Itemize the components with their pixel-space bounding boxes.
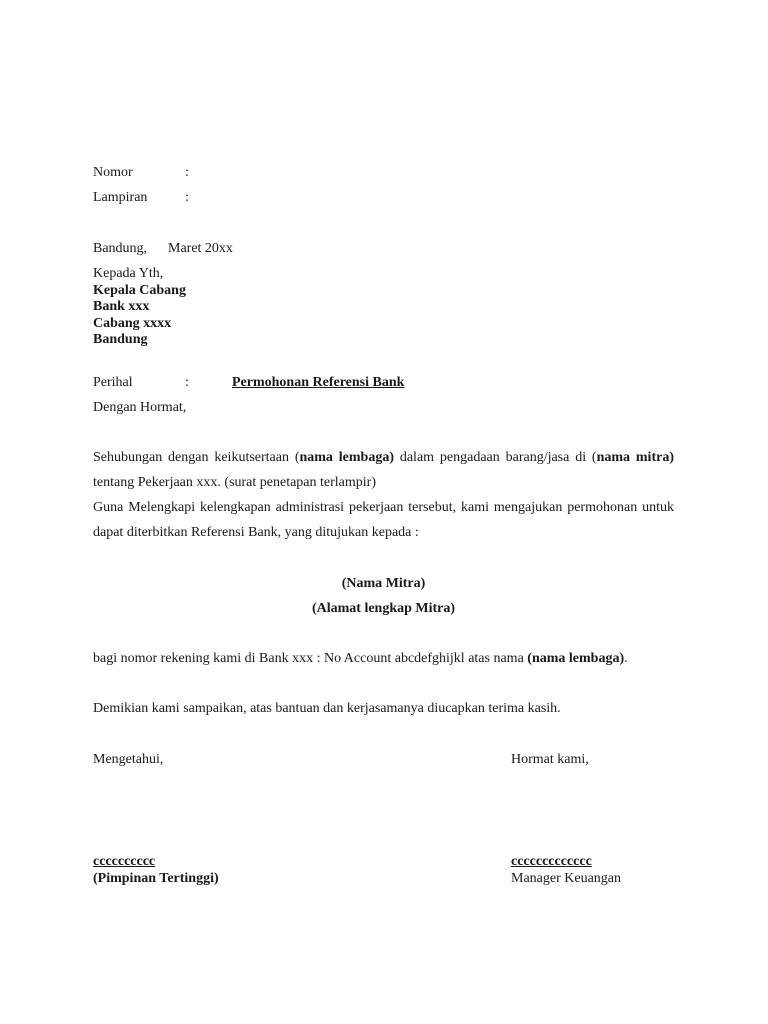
signature-right-heading: Hormat kami, xyxy=(511,752,589,767)
paragraph-intro-text-1: Sehubungan dengan keikutsertaan ( xyxy=(93,450,300,465)
signature-right-title: Manager Keuangan xyxy=(511,871,622,886)
paragraph-account xyxy=(93,646,674,671)
lampiran-row xyxy=(0,189,768,206)
recipient-line-1: Kepala Cabang xyxy=(93,283,186,298)
closing-sentence: Demikian kami sampaikan, atas bantuan dan kerjasamanya diucapkan terima kasih. xyxy=(93,701,561,716)
lampiran-colon: : xyxy=(185,190,189,205)
paragraph-intro-text-3: tentang Pekerjaan xxx. (surat penetapan terlampir) xyxy=(93,475,376,490)
paragraph-intro xyxy=(93,445,674,495)
place-city: Bandung, xyxy=(93,241,148,256)
nomor-row xyxy=(0,164,768,181)
paragraph-account-text-2: . xyxy=(624,651,628,666)
signature-left-title: (Pimpinan Tertinggi) xyxy=(93,871,219,886)
subject-row xyxy=(0,374,768,391)
recipient-line-4: Bandung xyxy=(93,332,148,347)
subject-colon: : xyxy=(185,375,189,390)
salutation: Dengan Hormat, xyxy=(93,400,187,415)
lampiran-label: Lampiran xyxy=(93,190,148,205)
recipient-line-2: Bank xxx xyxy=(93,299,150,314)
paragraph-request: Guna Melengkapi kelengkapan administrasi pekerjaan tersebut, kami mengajukan permohonan untuk dapat diterbitkan Referensi Bank, yang ditujukan kepada : xyxy=(93,500,674,540)
partner-name-placeholder: nama mitra) xyxy=(596,450,674,465)
nomor-label: Nomor xyxy=(93,165,133,180)
signature-right-name: ccccccccccccc xyxy=(511,854,592,869)
addressee-address: (Alamat lengkap Mitra) xyxy=(311,601,456,616)
recipient-greeting: Kepada Yth, xyxy=(93,266,164,281)
subject-label: Perihal xyxy=(93,375,133,390)
paragraph-account-text-1: bagi nomor rekening kami di Bank xxx : No Account abcdefghijkl atas nama xyxy=(93,651,528,666)
nomor-colon: : xyxy=(185,165,189,180)
paragraph-intro-text-2: dalam pengadaan barang/jasa di ( xyxy=(394,450,597,465)
recipient-line-3: Cabang xxxx xyxy=(93,316,172,331)
account-holder-placeholder: (nama lembaga) xyxy=(527,651,625,666)
subject-value: Permohonan Referensi Bank xyxy=(232,375,405,390)
addressee-name: (Nama Mitra) xyxy=(341,576,426,591)
signature-left-name: cccccccccc xyxy=(93,854,156,869)
place-date xyxy=(0,240,768,257)
signature-left-heading: Mengetahui, xyxy=(93,752,164,767)
letter-date: Maret 20xx xyxy=(168,241,233,256)
institution-name-placeholder: nama lembaga) xyxy=(299,450,394,465)
